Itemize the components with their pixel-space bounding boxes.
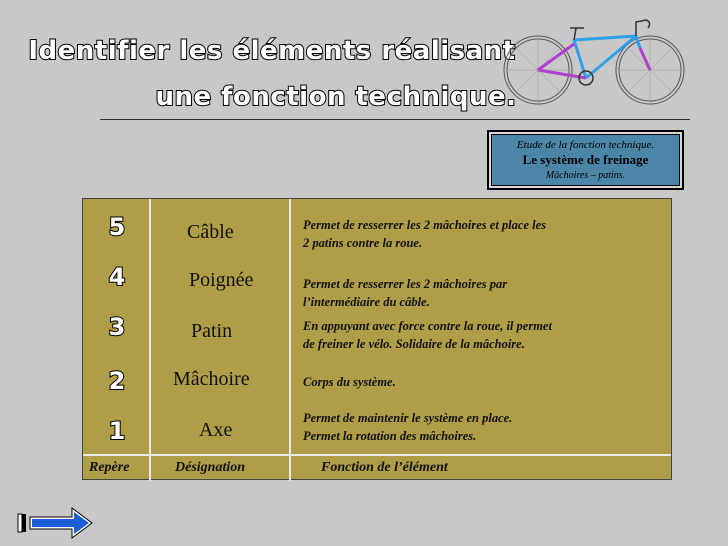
designation-patin: Patin bbox=[191, 320, 233, 342]
function-cable-line-1: Permet de resserrer les 2 mâchoires et place les bbox=[303, 218, 547, 232]
designation-poignee: Poignée bbox=[189, 269, 254, 291]
function-patin-line-2: de freiner le vélo. Solidaire de la mâchoire. bbox=[303, 337, 525, 351]
topic-info-box bbox=[487, 130, 684, 190]
repere-4: 4 bbox=[108, 263, 126, 291]
column-divider-2 bbox=[289, 199, 291, 481]
title-line-1: Identifier les éléments réalisant bbox=[28, 36, 516, 66]
designation-axe: Axe bbox=[199, 419, 233, 441]
function-patin-line-1: En appuyant avec force contre la roue, il permet bbox=[303, 319, 552, 333]
elements-table bbox=[82, 198, 672, 480]
function-machoire-line-1: Corps du système. bbox=[303, 375, 396, 389]
next-arrow-icon[interactable] bbox=[30, 508, 92, 538]
slide-navigation bbox=[16, 502, 98, 544]
title-line-2: une fonction technique. bbox=[155, 82, 517, 112]
function-machoire bbox=[303, 373, 643, 391]
header-fonction: Fonction de l’élément bbox=[321, 460, 448, 475]
function-poignee-line-1: Permet de resserrer les 2 mâchoires par bbox=[303, 277, 508, 291]
repere-1: 1 bbox=[108, 417, 126, 445]
repere-2: 2 bbox=[108, 367, 126, 395]
function-axe bbox=[303, 409, 643, 445]
function-cable-line-2: 2 patins contre la roue. bbox=[303, 236, 423, 250]
designation-machoire: Mâchoire bbox=[173, 368, 250, 390]
info-system-title: Le système de freinage bbox=[522, 152, 649, 167]
function-axe-line-2: Permet la rotation des mâchoires. bbox=[303, 429, 477, 443]
function-poignee-line-2: l’intermédiaire du câble. bbox=[303, 295, 430, 309]
function-patin bbox=[303, 317, 643, 353]
header-divider bbox=[83, 454, 671, 456]
header-designation: Désignation bbox=[175, 460, 246, 475]
column-divider-1 bbox=[149, 199, 151, 481]
bicycle-illustration bbox=[498, 10, 688, 110]
info-subtitle: Mâchoires – patins. bbox=[545, 170, 626, 181]
first-slide-icon[interactable] bbox=[18, 514, 26, 532]
designation-cable: Câble bbox=[187, 221, 234, 243]
repere-3: 3 bbox=[108, 313, 126, 341]
function-poignee bbox=[303, 275, 643, 311]
repere-5: 5 bbox=[108, 213, 126, 241]
header-repere: Repère bbox=[89, 460, 130, 475]
info-study-label: Etude de la fonction technique. bbox=[516, 139, 655, 151]
function-cable bbox=[303, 216, 643, 252]
function-axe-line-1: Permet de maintenir le système en place. bbox=[303, 411, 513, 425]
title-divider bbox=[100, 119, 690, 120]
